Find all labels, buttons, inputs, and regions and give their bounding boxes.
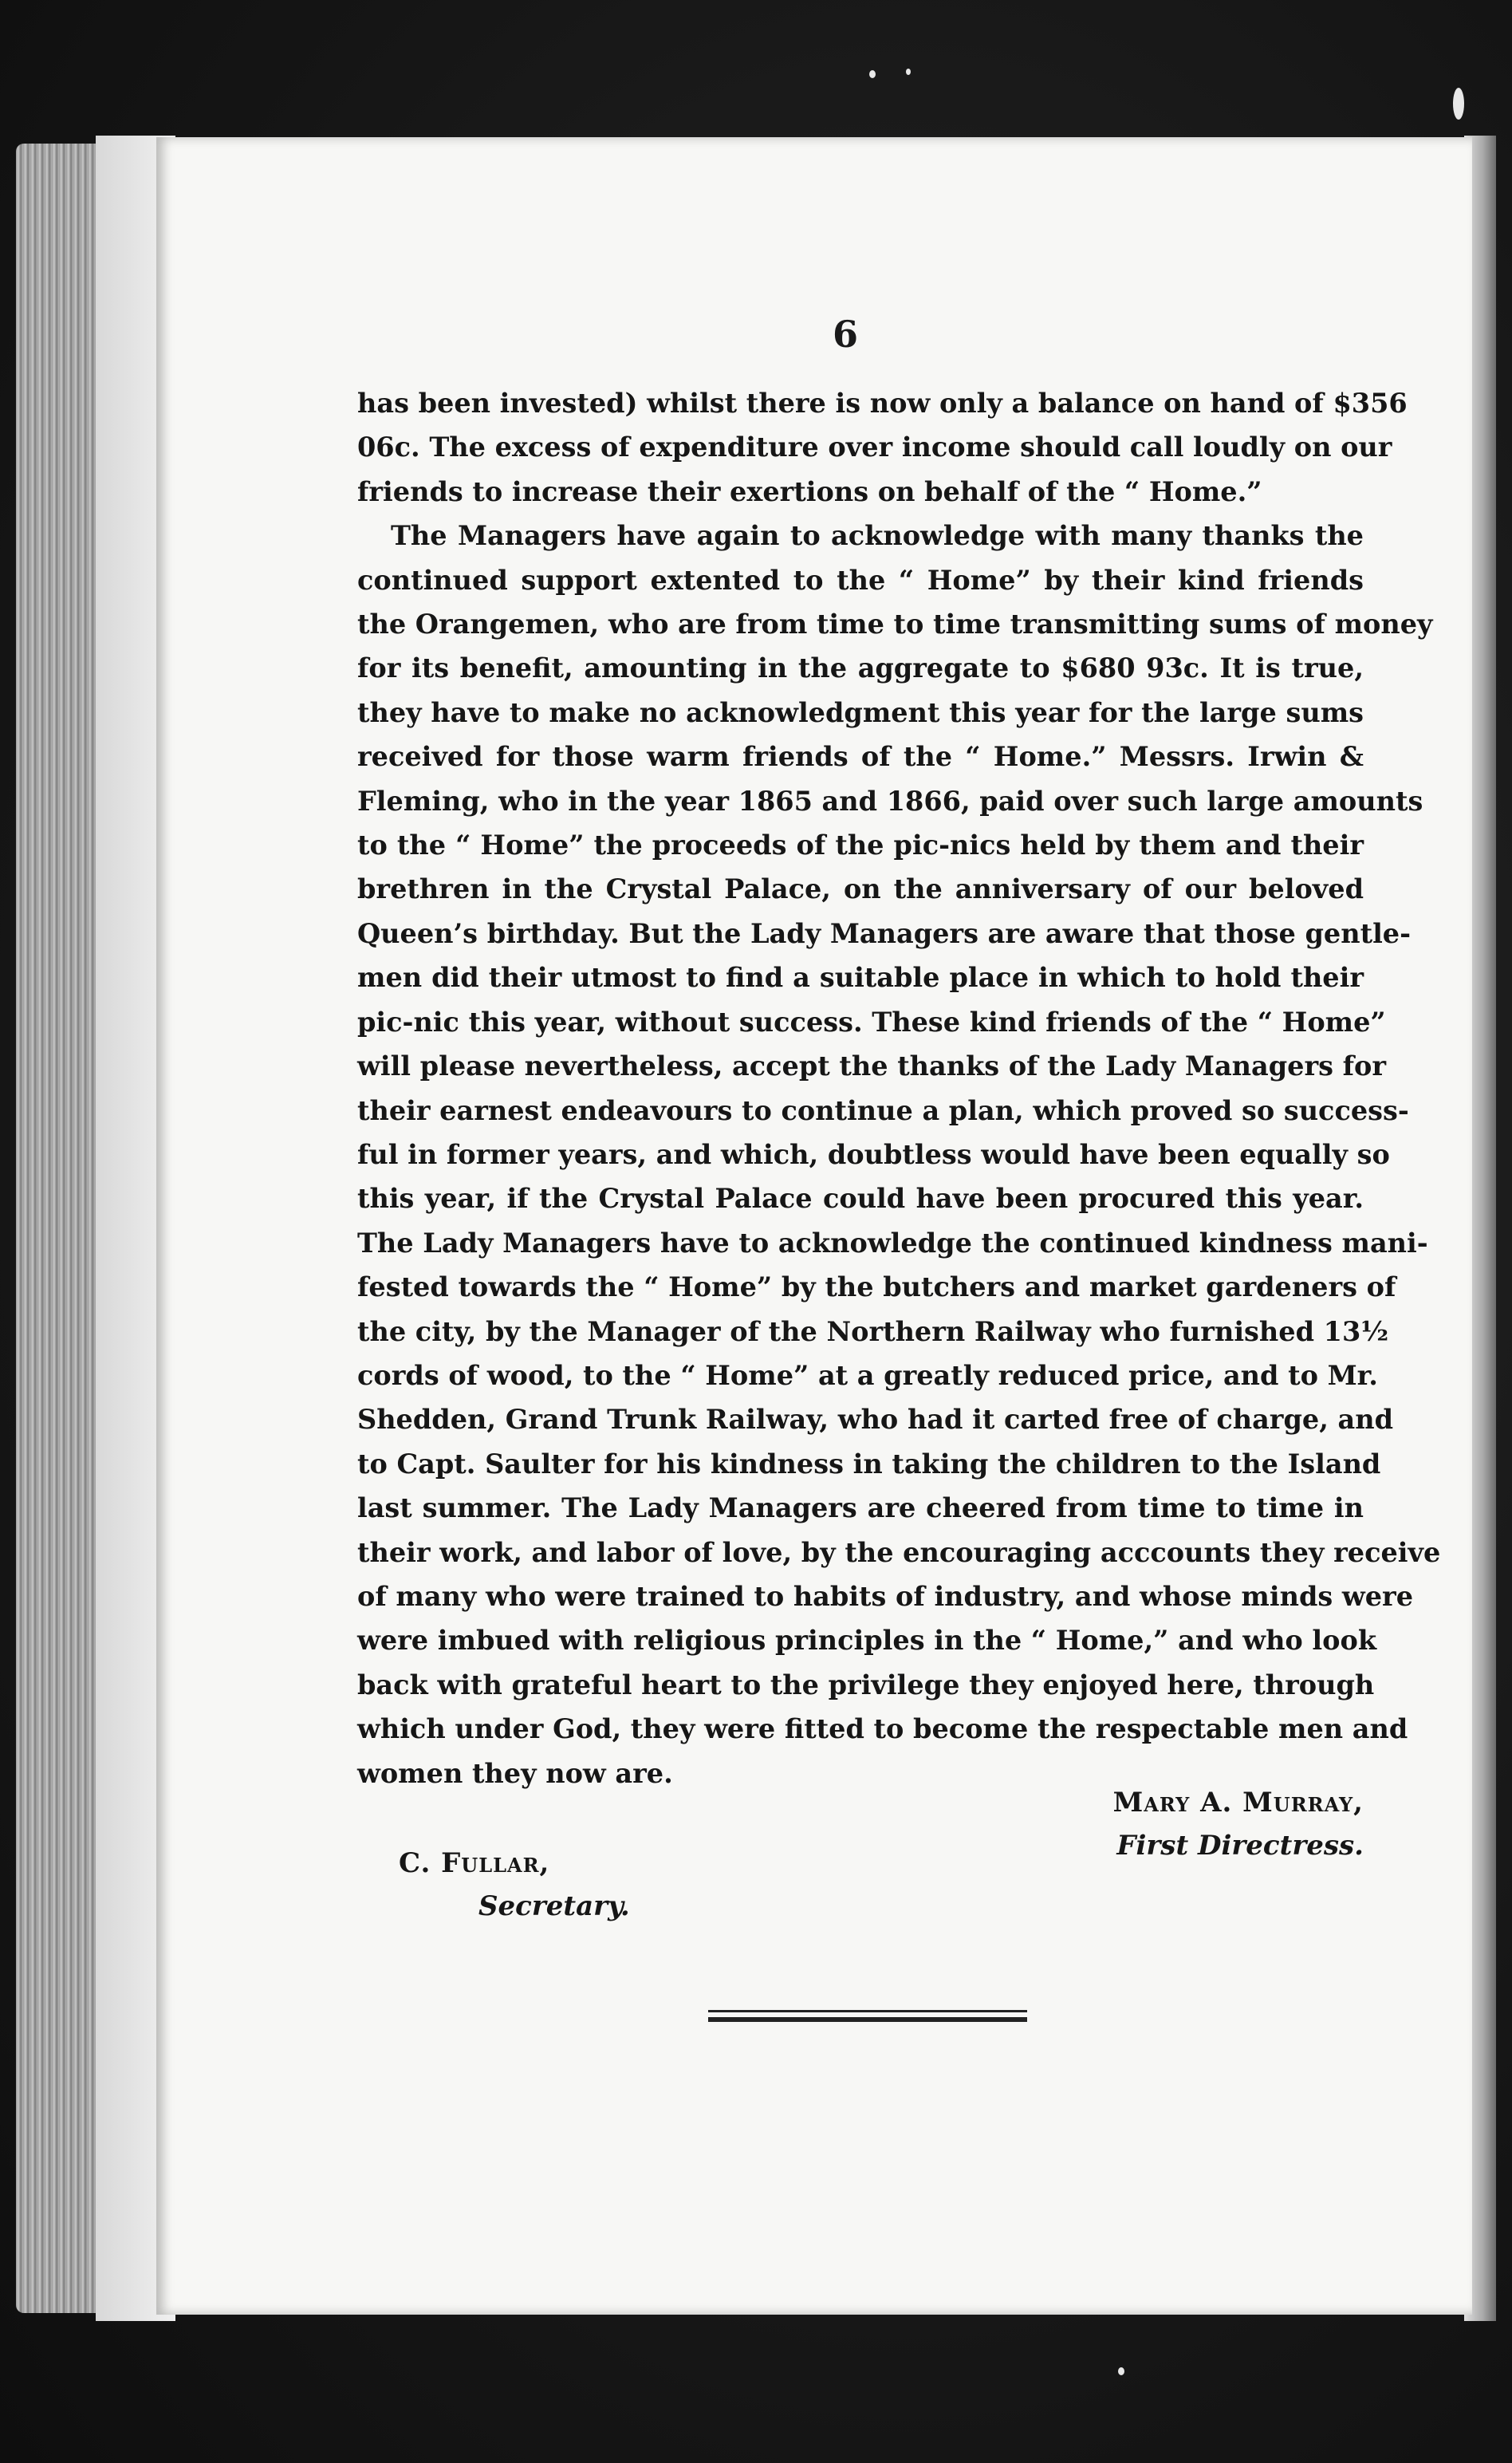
text-line: 06c. The excess of expenditure over income should call loudly on our — [357, 432, 1392, 463]
signature-secretary — [399, 1847, 718, 1922]
text-line: has been invested) whilst there is now only a balance on hand of $356 — [357, 388, 1408, 419]
text-line: for its benefit, amounting in the aggregate to $680 93c. It is true, — [357, 652, 1364, 684]
text-line: men did their utmost to find a suitable place in which to hold their — [357, 962, 1364, 994]
rule-thin — [708, 2010, 1027, 2012]
text-line: The Lady Managers have to acknowledge the continued kindness mani- — [357, 1227, 1428, 1259]
text-line: friends to increase their exertions on behalf of the “ Home.” — [357, 475, 1262, 507]
text-line: ful in former years, and which, doubtless would have been equally so — [357, 1138, 1390, 1170]
text-line: were imbued with religious principles in the “ Home,” and who look — [357, 1625, 1377, 1657]
text-line: their work, and labor of love, by the encouraging acccounts they receive — [357, 1536, 1441, 1568]
signature-directress — [997, 1787, 1364, 1862]
signature-title: Secretary. — [478, 1890, 630, 1922]
text-line: pic-nic this year, without success. These kind friends of the “ Home” — [357, 1006, 1386, 1038]
text-line: to the “ Home” the proceeds of the pic-nics held by them and their — [357, 830, 1364, 861]
text-line: which under God, they were fitted to become the respectable men and — [357, 1713, 1408, 1745]
text-line: the Orangemen, who are from time to time transmitting sums of money — [357, 609, 1433, 640]
signature-name: Mary A. Murray, — [1112, 1787, 1364, 1819]
signature-title: First Directress. — [1116, 1830, 1364, 1862]
text-line: received for those warm friends of the “ Home.” Messrs. Irwin & — [357, 741, 1364, 773]
text-line: last summer. The Lady Managers are cheered from time to time in — [357, 1492, 1364, 1524]
scan-speck — [1118, 2367, 1124, 2375]
text-line: continued support extented to the “ Home” by their kind friends — [357, 564, 1364, 596]
text-line: this year, if the Crystal Palace could have been procured this year. — [357, 1183, 1364, 1215]
body-paragraphs — [357, 381, 1441, 1795]
text-line: their earnest endeavours to continue a plan, which proved so success- — [357, 1094, 1409, 1126]
text-line: Queen’s birthday. But the Lady Managers are aware that those gentle- — [357, 917, 1412, 949]
text-line: Fleming, who in the year 1865 and 1866, paid over such large amounts — [357, 785, 1423, 817]
scan-speck — [906, 69, 911, 75]
text-line: of many who were trained to habits of industry, and whose minds were — [357, 1580, 1414, 1612]
text-line: brethren in the Crystal Palace, on the anniversary of our beloved — [357, 873, 1364, 905]
text-line: The Managers have again to acknowledge with many thanks the — [391, 520, 1364, 552]
text-line: Shedden, Grand Trunk Railway, who had it carted free of charge, and — [357, 1404, 1394, 1436]
signature-name: C. Fullar, — [399, 1847, 550, 1879]
text-line: back with grateful heart to the privilege they enjoyed here, through — [357, 1669, 1375, 1700]
text-line: fested towards the “ Home” by the butchers and market gardeners of — [357, 1271, 1396, 1303]
text-line: will please nevertheless, accept the thanks of the Lady Managers for — [357, 1050, 1387, 1082]
closing-double-rule — [708, 2010, 1027, 2022]
text-line: they have to make no acknowledgment this year for the large sums — [357, 696, 1364, 728]
rule-thick — [708, 2017, 1027, 2022]
text-line: to Capt. Saulter for his kindness in taking the children to the Island — [357, 1448, 1381, 1480]
scan-speck — [869, 70, 876, 78]
text-line: women they now are. — [357, 1757, 673, 1789]
scan-speck — [1453, 88, 1464, 120]
page-number: 6 — [832, 313, 858, 356]
text-line: cords of wood, to the “ Home” at a greatly reduced price, and to Mr. — [357, 1359, 1378, 1391]
text-line: the city, by the Manager of the Northern Railway who furnished 13½ — [357, 1315, 1389, 1347]
